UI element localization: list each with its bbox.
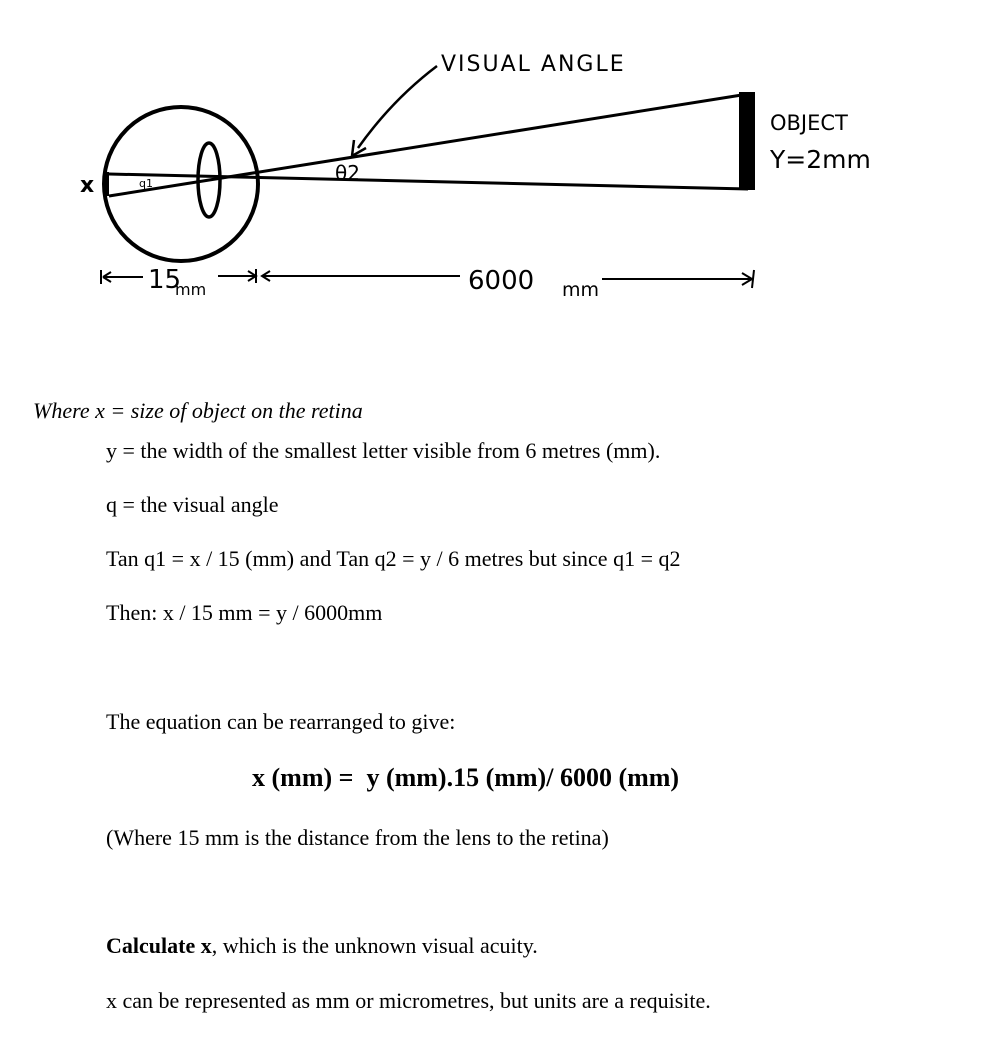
- dist-eye-value: 15: [148, 265, 182, 295]
- object-label: OBJECT: [770, 111, 848, 135]
- object-bar: [739, 92, 755, 190]
- q-definition: q = the visual angle: [106, 492, 279, 517]
- angle-q1-label: q1: [139, 177, 153, 190]
- visual-angle-diagram: [0, 0, 996, 320]
- dist-eye-unit: mm: [175, 280, 207, 299]
- main-equation: x (mm) = y (mm).15 (mm)/ 6000 (mm): [252, 763, 680, 792]
- then-relation: Then: x / 15 mm = y / 6000mm: [106, 600, 383, 625]
- y-definition: y = the width of the smallest letter visible from 6 metres (mm).: [106, 438, 661, 463]
- lens-distance-note: (Where 15 mm is the distance from the lens to the retina): [106, 825, 609, 850]
- calculate-rest: , which is the unknown visual acuity.: [211, 933, 538, 958]
- calculate-instruction: [106, 933, 538, 959]
- where-definition: [33, 398, 363, 424]
- angle-theta2-label: θ2: [335, 161, 360, 185]
- where-prefix: Where: [33, 398, 90, 423]
- tan-relation: Tan q1 = x / 15 (mm) and Tan q2 = y / 6 metres but since q1 = q2: [106, 546, 681, 571]
- dist-object-unit: mm: [562, 279, 600, 301]
- visual-angle-arrow: [358, 66, 437, 148]
- retina-image-bar: [104, 172, 109, 196]
- rearrange-intro: The equation can be rearranged to give:: [106, 709, 456, 734]
- visual-angle-label: VISUAL ANGLE: [441, 52, 626, 77]
- where-def: = size of object on the retina: [110, 398, 363, 423]
- where-var: x: [95, 398, 105, 423]
- calculate-bold: Calculate x: [106, 933, 212, 958]
- units-requirement: x can be represented as mm or micrometres, but units are a requisite.: [106, 988, 711, 1013]
- object-size-label: Y=2mm: [770, 145, 871, 174]
- dist-object-value: 6000: [468, 266, 535, 296]
- retina-x-marker: x: [80, 173, 95, 198]
